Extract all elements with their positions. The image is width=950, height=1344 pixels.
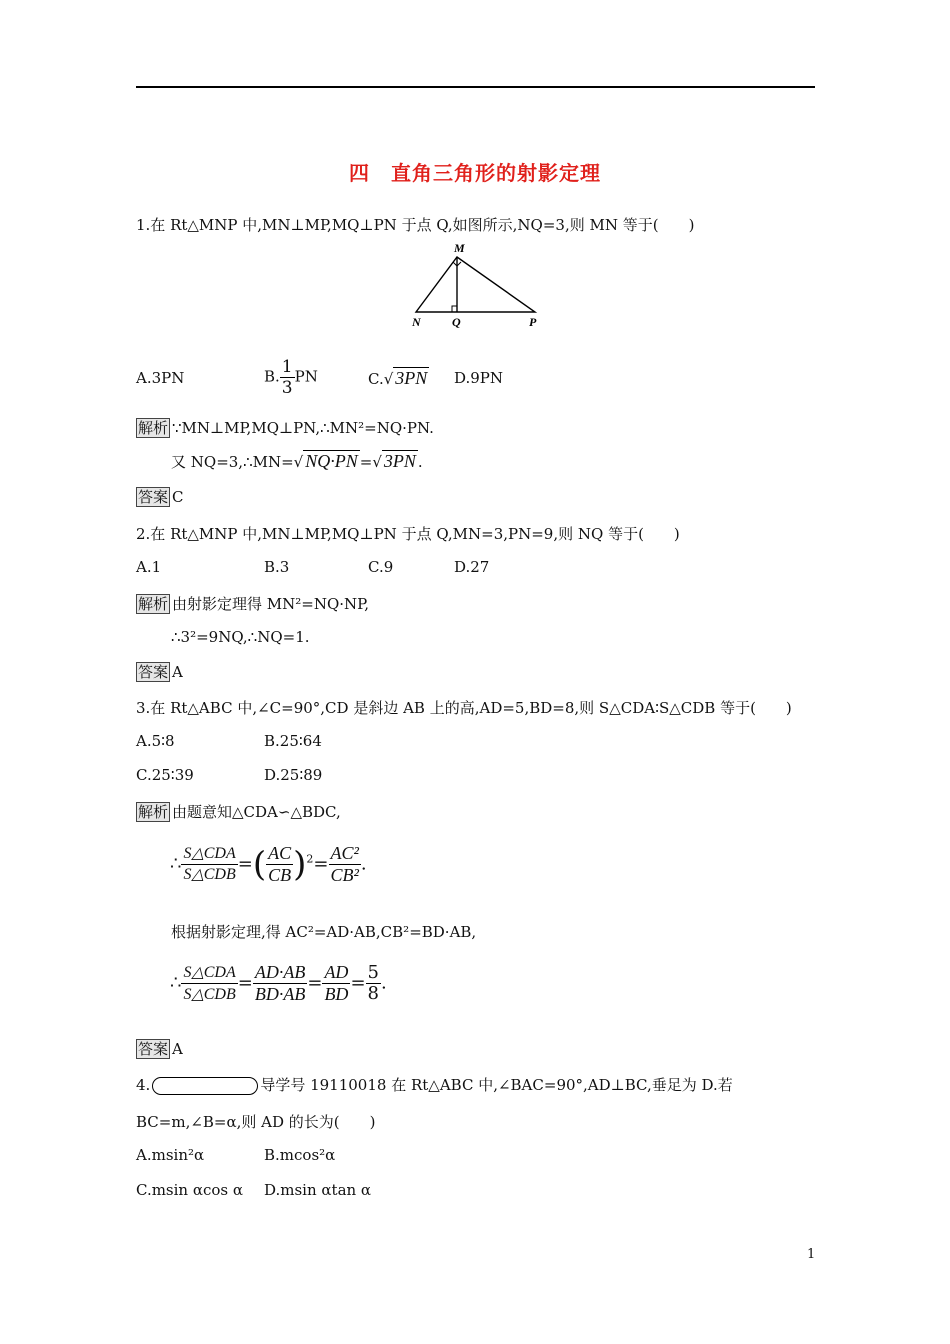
triangle-mnp xyxy=(416,257,535,312)
q4-stem-line2: BC=m,∠B=α,则 AD 的长为( ) xyxy=(136,1113,376,1131)
q4-option-c: C.msin αcos α xyxy=(136,1181,244,1199)
analysis-tag: 解析 xyxy=(138,419,169,437)
page-number: 1 xyxy=(807,1247,816,1262)
q2-answer: 答案 A xyxy=(138,663,183,681)
answer-tag: 答案 xyxy=(138,663,169,681)
q4-option-d: D.msin αtan α xyxy=(264,1181,372,1199)
q3-option-b: B.25∶64 xyxy=(264,732,322,750)
q1-option-a: A.3PN xyxy=(136,369,185,387)
page-title: 四 直角三角形的射影定理 xyxy=(349,161,601,185)
q3-answer: 答案 A xyxy=(138,1040,183,1058)
q3-formula-1: ∴ $\frac{\text{S△CDA}}{\text{S△CDB}}$ =( $\frac{AC}{CB}$ )$^2$= $\frac{\text{AC²}}{\text{CB²}}$ . xyxy=(170,843,367,885)
analysis-tag: 解析 xyxy=(138,803,169,821)
q1-triangle-figure xyxy=(408,240,548,332)
label-p: P xyxy=(529,315,537,329)
q1-analysis-line2: 又 NQ=3,∴MN=√ NQ·PN =√ 3PN . xyxy=(171,451,423,471)
q3-formula-2: ∴ $\frac{\text{S△CDA}}{\text{S△CDB}}$ = $\frac{AD\cdot AB}{BD\cdot AB}$ = $\frac{AD}{BD}$ = $\frac{5}{8}$ . xyxy=(170,962,387,1004)
q3-option-c: C.25∶39 xyxy=(136,766,194,784)
right-angle-q xyxy=(452,306,457,312)
label-n: N xyxy=(412,315,421,329)
q1-option-d: D.9PN xyxy=(454,369,504,387)
analysis-tag: 解析 xyxy=(138,595,169,613)
q2-option-b: B.3 xyxy=(264,558,290,576)
q1-option-b: B. $\frac{1}{3}$ PN xyxy=(264,357,318,398)
q3-stem: 3.在 Rt△ABC 中,∠C=90°,CD 是斜边 AB 上的高,AD=5,BD=8,则 S△CDA∶S△CDB 等于( ) xyxy=(136,699,792,717)
answer-tag: 答案 xyxy=(138,488,169,506)
answer-tag: 答案 xyxy=(138,1040,169,1058)
label-m: M xyxy=(454,241,465,255)
q4-option-a: A.msin²α xyxy=(136,1146,205,1164)
q2-analysis-line1: 解析 由射影定理得 MN²=NQ·NP, xyxy=(138,595,369,613)
header-rule xyxy=(136,86,815,88)
q2-option-c: C.9 xyxy=(368,558,394,576)
q1-analysis-line1: 解析 ∵MN⊥MP,MQ⊥PN,∴MN²=NQ·PN. xyxy=(138,419,434,437)
q2-analysis-line2: ∴3²=9NQ,∴NQ=1. xyxy=(171,628,310,646)
guide-number-badge xyxy=(152,1077,258,1095)
q4-stem: 4. 导学号 19110018 在 Rt△ABC 中,∠BAC=90°,AD⊥BC,垂足为 D.若 xyxy=(136,1076,733,1094)
q3-analysis-line1: 解析 由题意知△CDA∽△BDC, xyxy=(138,803,341,821)
label-q: Q xyxy=(452,315,461,329)
q1-option-c: C.√ 3PN xyxy=(368,368,428,388)
q1-answer: 答案 C xyxy=(138,488,184,506)
q3-option-d: D.25∶89 xyxy=(264,766,323,784)
q2-option-a: A.1 xyxy=(136,558,162,576)
q2-option-d: D.27 xyxy=(454,558,490,576)
q4-option-b: B.mcos²α xyxy=(264,1146,336,1164)
q1-stem: 1.在 Rt△MNP 中,MN⊥MP,MQ⊥PN 于点 Q,如图所示,NQ=3,则 MN 等于( ) xyxy=(136,216,695,234)
q3-analysis-line3: 根据射影定理,得 AC²=AD·AB,CB²=BD·AB, xyxy=(171,923,477,941)
q3-option-a: A.5∶8 xyxy=(136,732,175,750)
q2-stem: 2.在 Rt△MNP 中,MN⊥MP,MQ⊥PN 于点 Q,MN=3,PN=9,则 NQ 等于( ) xyxy=(136,525,680,543)
